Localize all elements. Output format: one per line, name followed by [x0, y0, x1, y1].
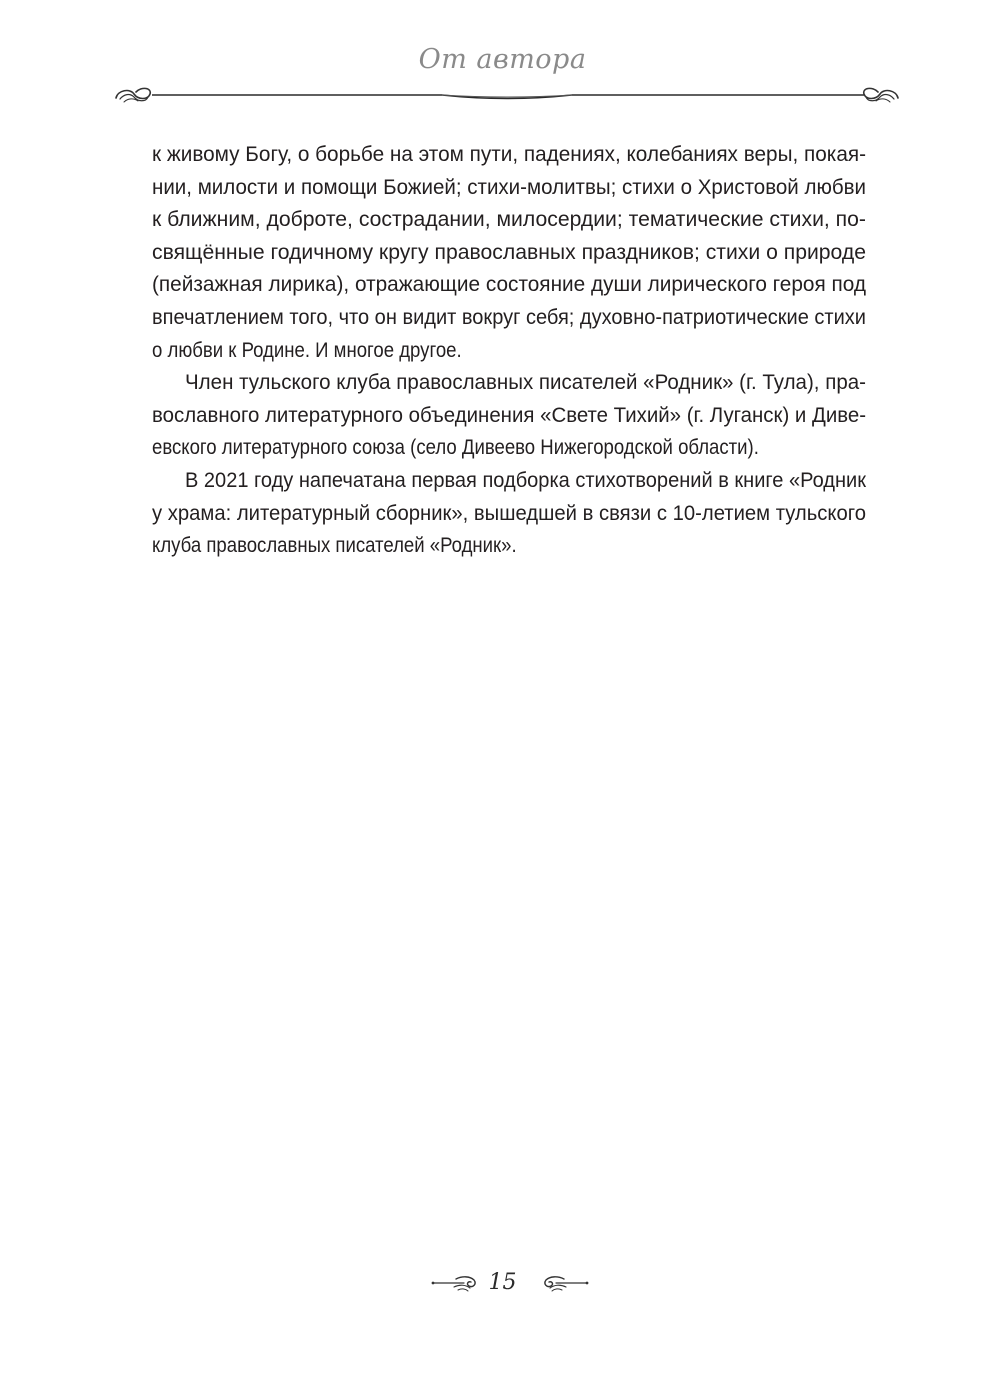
text-line: (пейзажная лирика), отражающие состояние души лирического героя под — [152, 271, 867, 297]
text-line: Член тульского клуба православных писателей «Родник» (г. Тула), пра- — [185, 369, 866, 395]
text-line: евского литературного союза (село Дивеево Нижегородской области). — [152, 434, 759, 460]
text-line: к живому Богу, о борьбе на этом пути, падениях, колебаниях веры, покая- — [152, 141, 867, 166]
header-divider — [112, 82, 902, 110]
text-line: у храма: литературный сборник», вышедшей в связи с 10-летием тульского — [152, 499, 866, 525]
text-line: вославного литературного объединения «Свете Тихий» (г. Луганск) и Диве- — [152, 401, 867, 427]
page-footer — [0, 1266, 1005, 1306]
text-line: к ближним, доброте, сострадании, милосердии; тематические стихи, по- — [152, 206, 866, 232]
scroll-flourish-icon — [116, 88, 150, 102]
text-line: впечатлением того, что он видит вокруг себя; духовно-патриотические стихи — [152, 303, 866, 329]
page-number: 15 — [488, 1270, 517, 1295]
paragraph-3 — [152, 464, 866, 562]
body-text — [152, 138, 866, 562]
text-line: о любви к Родине. И многое другое. — [152, 336, 462, 362]
scroll-flourish-icon — [864, 88, 898, 102]
page-header — [0, 0, 1005, 120]
text-line: свящённые годичному кругу православных праздников; стихи о природе — [152, 238, 866, 264]
text-line: клуба православных писателей «Родник». — [152, 532, 517, 558]
paragraph-2 — [152, 366, 866, 464]
running-title: От автора — [418, 44, 587, 75]
paragraph-1 — [152, 138, 866, 366]
text-line: В 2021 году напечатана первая подборка стихотворений в книге «Родник — [185, 466, 867, 492]
text-line: нии, милости и помощи Божией; стихи-молитвы; стихи о Христовой любви — [152, 173, 867, 199]
